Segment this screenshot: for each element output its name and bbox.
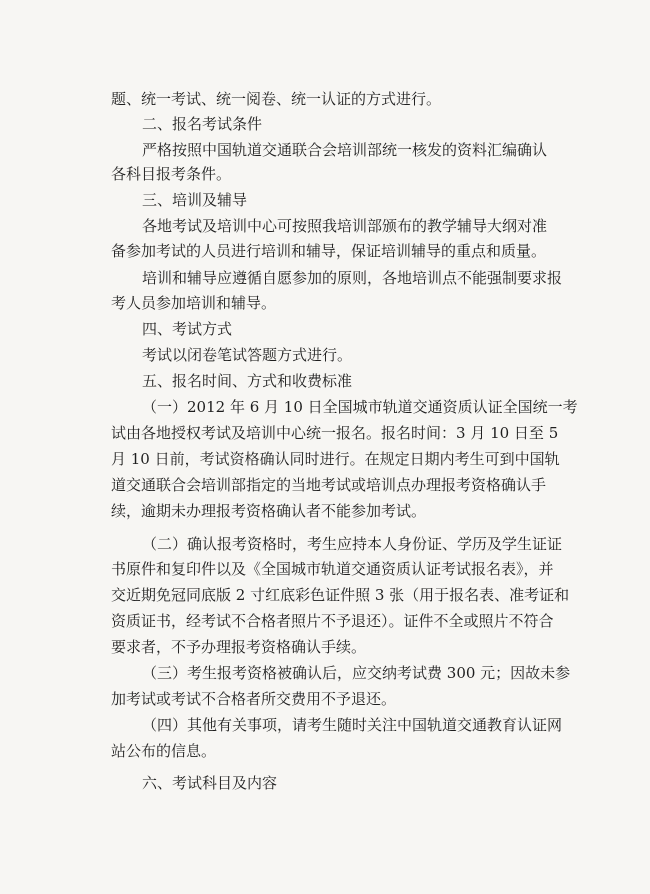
body-line: 考试以闭卷笔试答题方式进行。 <box>142 346 353 364</box>
body-line: 站公布的信息。 <box>111 742 217 760</box>
body-line: 备参加考试的人员进行培训和辅导，保证培训辅导的重点和质量。 <box>111 242 547 260</box>
body-line: （一）2012 年 6 月 10 日全国城市轨道交通资质认证全国统一考 <box>142 398 578 416</box>
body-line: 考人员参加培训和辅导。 <box>111 294 277 312</box>
body-line: 书原件和复印件以及《全国城市轨道交通资质认证考试报名表》，并 <box>111 560 554 578</box>
body-line: 培训和辅导应遵循自愿参加的原则，各地培训点不能强制要求报 <box>142 269 563 287</box>
body-line: 交近期免冠同底版 2 寸红底彩色证件照 3 张（用于报名表、准考证和 <box>111 586 570 604</box>
body-line: （二）确认报考资格时，考生应持本人身份证、学历及学生证证 <box>142 535 563 553</box>
section-heading: 四、考试方式 <box>142 320 233 338</box>
section-heading: 五、报名时间、方式和收费标准 <box>142 372 353 390</box>
body-line: 资质证书，经考试不合格者照片不予退还）。证件不全或照片不符合 <box>111 612 554 630</box>
body-line: 续，逾期未办理报考资格确认者不能参加考试。 <box>111 502 427 520</box>
section-heading: 二、报名考试条件 <box>142 115 263 133</box>
body-line: （四）其他有关事项，请考生随时关注中国轨道交通教育认证网 <box>142 716 563 734</box>
body-line: （三）考生报考资格被确认后，应交纳考试费 300 元；因故未参 <box>142 664 571 682</box>
body-line: 试由各地授权考试及培训中心统一报名。报名时间：3 月 10 日至 5 <box>111 424 559 442</box>
body-line: 严格按照中国轨道交通联合会培训部统一核发的资料汇编确认 <box>142 141 548 159</box>
body-line: 月 10 日前，考试资格确认同时进行。在规定日期内考生可到中国轨 <box>111 450 560 468</box>
section-heading: 六、考试科目及内容 <box>142 774 278 792</box>
body-line: 要求者，不予办理报考资格确认手续。 <box>111 638 367 656</box>
body-line: 加考试或考试不合格者所交费用不予退还。 <box>111 690 397 708</box>
body-line: 道交通联合会培训部指定的当地考试或培训点办理报考资格确认手 <box>111 476 547 494</box>
body-line: 各科目报考条件。 <box>111 165 232 183</box>
section-heading: 三、培训及辅导 <box>142 191 248 209</box>
body-line: 题、统一考试、统一阅卷、统一认证的方式进行。 <box>111 90 442 108</box>
body-line: 各地考试及培训中心可按照我培训部颁布的教学辅导大纲对准 <box>142 217 548 235</box>
